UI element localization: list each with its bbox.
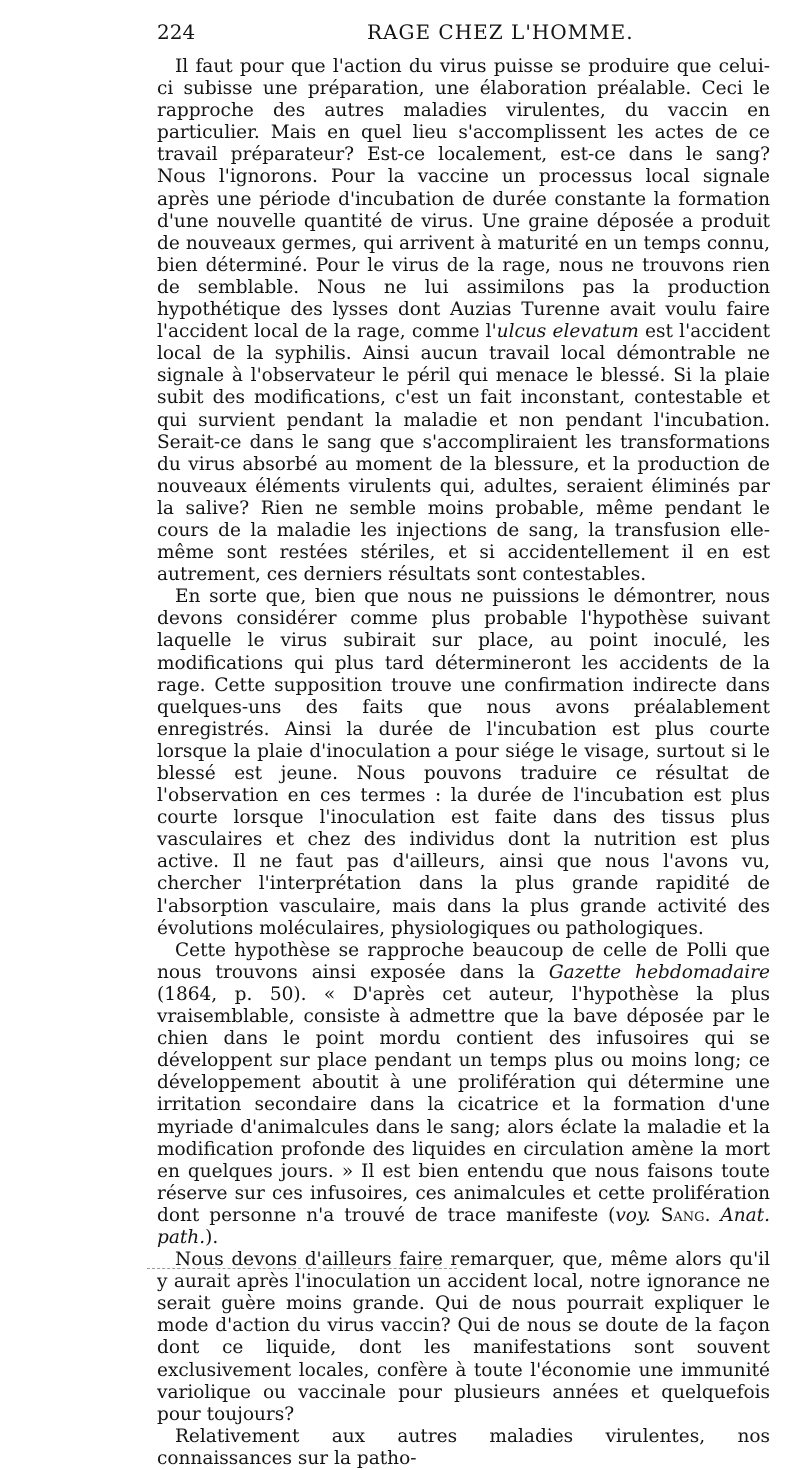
footer-dashed-rule	[147, 1268, 457, 1269]
paragraph-4	[157, 1249, 770, 1426]
paragraph-4-text: Nous devons d'ailleurs faire remarquer, que, même alors qu'il y aurait après l'inoculation un accident local, notre ignorance ne serait guère moins grande. Qui de nous pourrait expliquer le mode d'action du virus vaccin? Qui de nous se doute de la façon dont ce liquide, dont les manifestations sont souvent exclusivement locales, confère à toute l'économie une immunité variolique ou vaccinale pour plusieurs années et quelquefois pour toujours?	[157, 1249, 770, 1425]
paragraph-3-anat-path: Anat. path.	[157, 1204, 770, 1248]
paragraph-1-text-a: Il faut pour que l'action du virus puisse se produire que celui-ci subisse une préparation, une élaboration préalable. Ceci le rapproche des autres maladies virulentes, du vaccin en particulier. Mais en quel lieu s'accomplissent les actes de ce travail préparateur? Est-ce localement, est-ce dans le sang? Nous l'ignorons. Pour la vaccine un processus local signale après une période d'incubation de durée constante la formation d'une nouvelle quantité de virus. Une graine déposée a produit de nouveaux germes, qui arrivent à maturité en un temps connu, bien déterminé. Pour le virus de la rage, nous ne trouvons rien de semblable. Nous ne lui assimilons pas la production hypothétique des lysses dont Auzias Turenne avait voulu faire l'accident local de la rage, comme l'	[157, 56, 770, 343]
body-text	[157, 56, 770, 1470]
paragraph-5	[157, 1426, 770, 1470]
page-number: 224	[157, 20, 196, 44]
paragraph-1	[157, 56, 770, 586]
paragraph-2-text: En sorte que, bien que nous ne puissions le démontrer, nous devons considérer comme plus probable l'hypothèse suivant laquelle le virus subirait sur place, au point inoculé, les modifications qui plus tard détermineront les accidents de la rage. Cette supposition trouve une confirmation indirecte dans quelques-uns des faits que nous avons préalablement enregistrés. Ainsi la durée de l'incubation est plus courte lorsque la plaie d'inoculation a pour siége le visage, surtout si le blessé est jeune. Nous pouvons traduire ce résultat de l'observation en ces termes : la durée de l'incubation est plus courte lorsque l'inoculation est faite dans des tissus plus vasculaires et chez des individus dont la nutrition est plus active. Il ne faut pas d'ailleurs, ainsi que nous l'avons vu, chercher l'interprétation dans la plus grande rapidité de l'absorption vasculaire, mais dans la plus grande activité des évolutions moléculaires, physiologiques ou pathologiques.	[157, 586, 770, 939]
paragraph-3	[157, 940, 770, 1249]
paragraph-3-text-a: Cette hypothèse se rapproche beaucoup de celle de Polli que nous trouvons ainsi exposée dans la	[157, 939, 770, 983]
page-header	[157, 20, 770, 50]
paragraph-3-voy: voy.	[615, 1204, 651, 1226]
paragraph-1-text-b: est l'accident local de la syphilis. Ainsi aucun travail local démontrable ne signale à l'observateur le péril qui menace le blessé. Si la plaie subit des modifications, c'est un fait inconstant, contestable et qui survient pendant la maladie et non pendant l'incubation. Serait-ce dans le sang que s'accompliraient les transformations du virus absorbé au moment de la blessure, et la production de nouveaux éléments virulents qui, adultes, seraient éliminés par la salive? Rien ne semble moins probable, même pendant le cours de la maladie les injections de sang, la transfusion elle-même sont restées stériles, et si accidentellement il en est autrement, ces derniers résultats sont contestables.	[157, 321, 770, 586]
paragraph-3-journal-title: Gazette hebdomadaire	[548, 961, 771, 983]
paragraph-3-sang-ref: Sang.	[650, 1204, 721, 1226]
paragraph-3-text-c: ).	[205, 1226, 219, 1248]
paragraph-5-text: Relativement aux autres maladies virulentes, nos connaissances sur la patho-	[157, 1425, 770, 1469]
running-head: RAGE CHEZ L'HOMME.	[367, 20, 634, 44]
paragraph-2	[157, 586, 770, 940]
paragraph-3-text-b: (1864, p. 50). « D'après cet auteur, l'hypothèse la plus vraisemblable, consiste à admettre que la bave déposée par le chien dans le point mordu contient des infusoires qui se développent sur place pendant un temps plus ou moins long; ce développement aboutit à une prolifération qui détermine une irritation secondaire dans la cicatrice et la formation d'une myriade d'animalcules dans le sang; alors éclate la maladie et la modification profonde des liquides en circulation amène la mort en quelques jours. » Il est bien entendu que nous faisons toute réserve sur ces infusoires, ces animalcules et cette prolifération dont personne n'a trouvé de trace manifeste (	[157, 983, 770, 1226]
paragraph-1-italic-term: ulcus elevatum	[496, 321, 639, 343]
